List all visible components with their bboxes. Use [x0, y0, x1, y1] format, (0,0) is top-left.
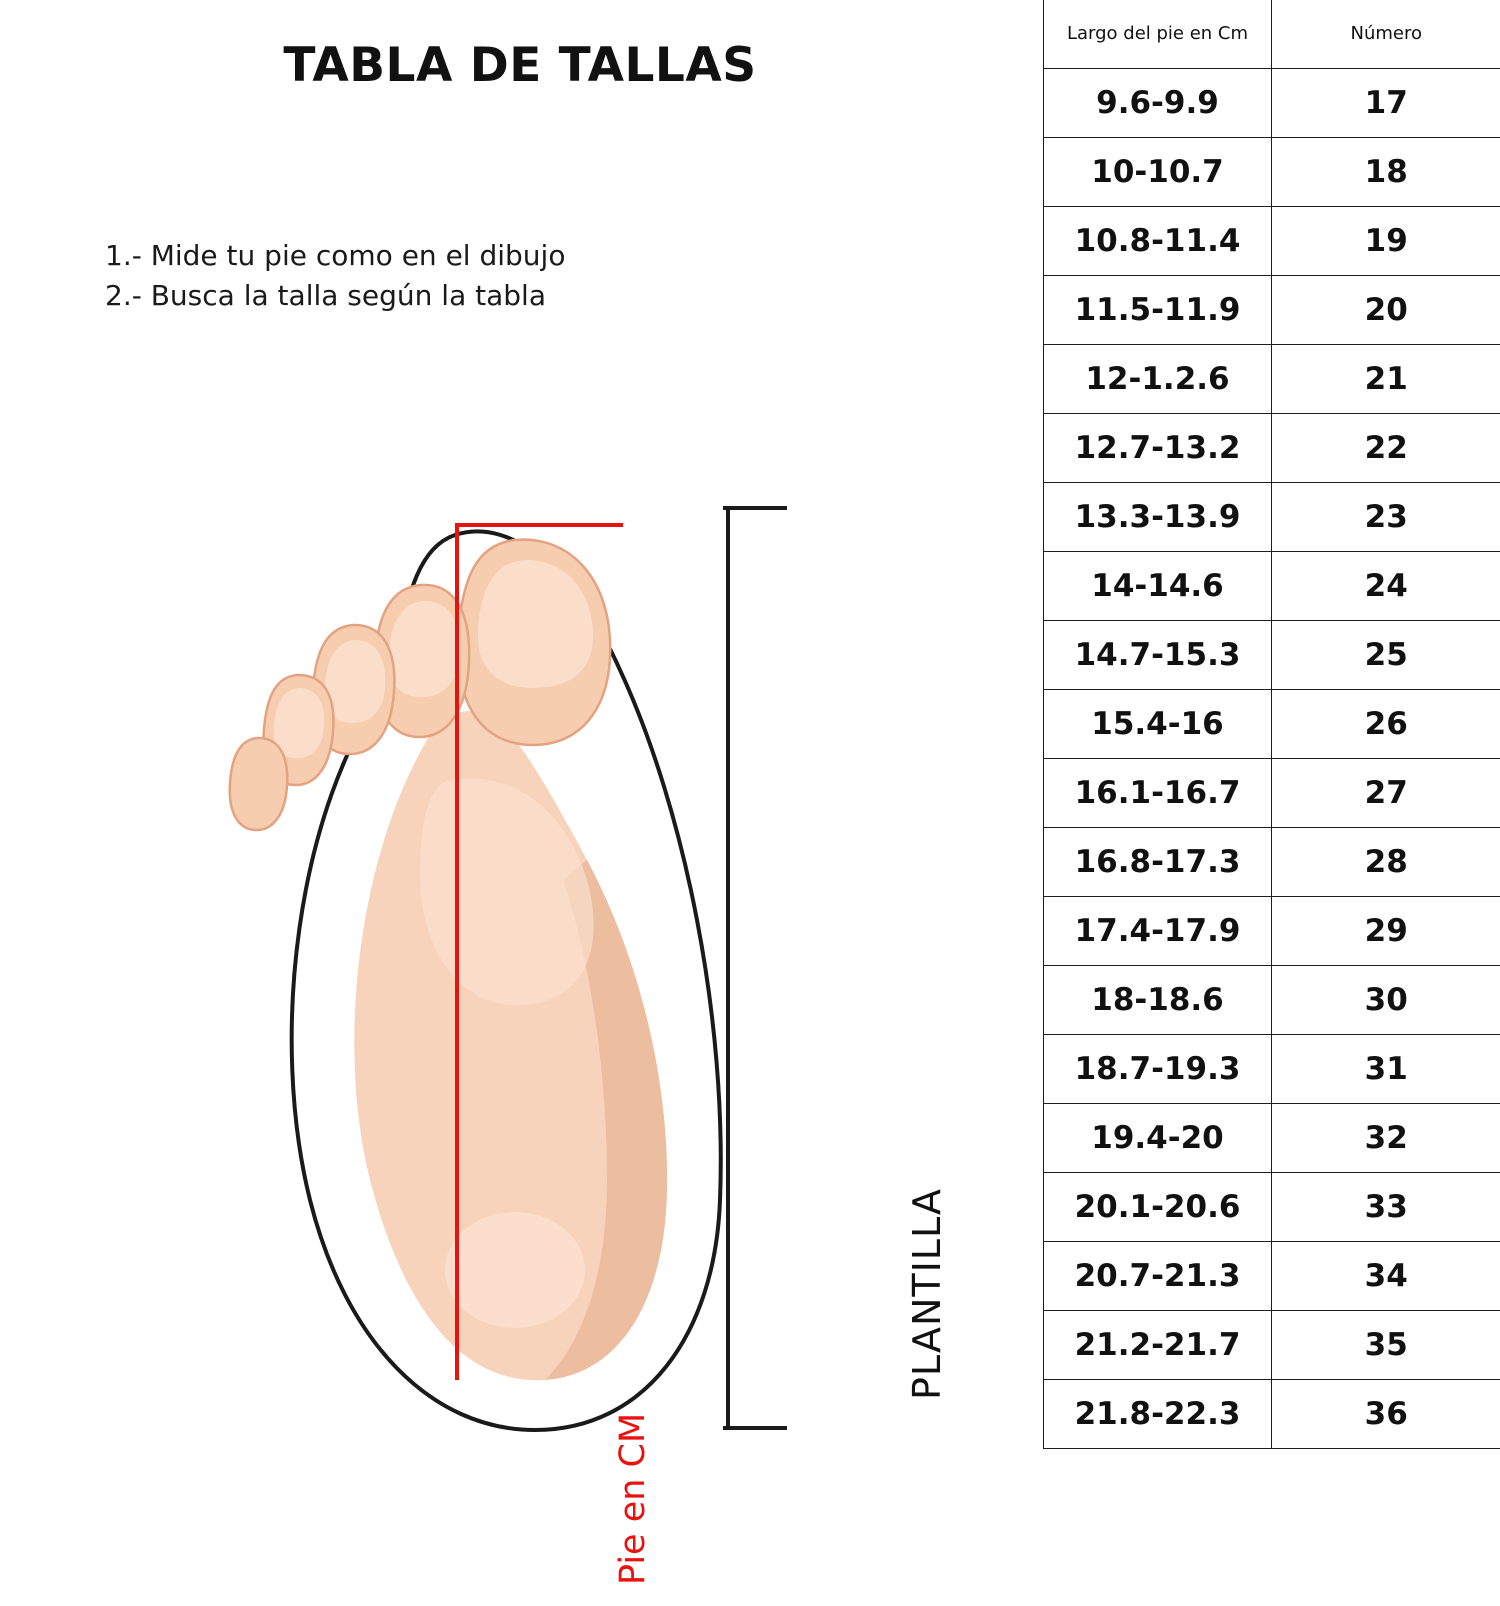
cell-size-number: 17 [1272, 69, 1500, 138]
table-row [1044, 207, 1500, 276]
table-row [1044, 138, 1500, 207]
cell-foot-length: 10-10.7 [1044, 138, 1272, 207]
table-header-row [1044, 0, 1500, 69]
table-row [1044, 759, 1500, 828]
table-row [1044, 552, 1500, 621]
cell-foot-length: 16.8-17.3 [1044, 828, 1272, 897]
cell-foot-length: 9.6-9.9 [1044, 69, 1272, 138]
table-row [1044, 1104, 1500, 1173]
cell-size-number: 26 [1272, 690, 1500, 759]
table-row [1044, 483, 1500, 552]
cell-foot-length: 18-18.6 [1044, 966, 1272, 1035]
cell-foot-length: 12.7-13.2 [1044, 414, 1272, 483]
cell-size-number: 33 [1272, 1173, 1500, 1242]
cell-size-number: 21 [1272, 345, 1500, 414]
foot-diagram [215, 480, 949, 1585]
cell-foot-length: 20.1-20.6 [1044, 1173, 1272, 1242]
cell-size-number: 31 [1272, 1035, 1500, 1104]
cell-foot-length: 11.5-11.9 [1044, 276, 1272, 345]
cell-foot-length: 10.8-11.4 [1044, 207, 1272, 276]
column-header-size: Número [1272, 0, 1500, 69]
cell-foot-length: 12-1.2.6 [1044, 345, 1272, 414]
cell-foot-length: 14.7-15.3 [1044, 621, 1272, 690]
cell-foot-length: 13.3-13.9 [1044, 483, 1272, 552]
cell-size-number: 25 [1272, 621, 1500, 690]
heel-highlight [445, 1212, 585, 1328]
table-row [1044, 897, 1500, 966]
table-row [1044, 345, 1500, 414]
cell-foot-length: 19.4-20 [1044, 1104, 1272, 1173]
cell-size-number: 18 [1272, 138, 1500, 207]
cell-foot-length: 18.7-19.3 [1044, 1035, 1272, 1104]
table-row [1044, 1173, 1500, 1242]
cell-size-number: 35 [1272, 1311, 1500, 1380]
table-row [1044, 1380, 1500, 1449]
cell-size-number: 34 [1272, 1242, 1500, 1311]
table-row [1044, 414, 1500, 483]
instruction-line-1: 1.- Mide tu pie como en el dibujo [105, 239, 566, 272]
cell-size-number: 29 [1272, 897, 1500, 966]
cell-size-number: 23 [1272, 483, 1500, 552]
table-row [1044, 621, 1500, 690]
insole-label: PLANTILLA [905, 1187, 949, 1400]
cell-foot-length: 14-14.6 [1044, 552, 1272, 621]
cell-foot-length: 21.8-22.3 [1044, 1380, 1272, 1449]
cell-size-number: 19 [1272, 207, 1500, 276]
table-row [1044, 828, 1500, 897]
cell-size-number: 22 [1272, 414, 1500, 483]
table-row [1044, 69, 1500, 138]
cell-foot-length: 17.4-17.9 [1044, 897, 1272, 966]
cell-size-number: 27 [1272, 759, 1500, 828]
measure-label: Pie en CM [613, 1412, 653, 1585]
cell-size-number: 32 [1272, 1104, 1500, 1173]
instructions-block [105, 236, 565, 316]
table-row [1044, 1242, 1500, 1311]
cell-foot-length: 15.4-16 [1044, 690, 1272, 759]
page-title: TABLA DE TALLAS [283, 38, 757, 93]
cell-size-number: 24 [1272, 552, 1500, 621]
size-table [1043, 0, 1500, 1449]
table-row [1044, 690, 1500, 759]
table-row [1044, 966, 1500, 1035]
cell-size-number: 30 [1272, 966, 1500, 1035]
table-row [1044, 276, 1500, 345]
cell-foot-length: 20.7-21.3 [1044, 1242, 1272, 1311]
table-row [1044, 1035, 1500, 1104]
cell-foot-length: 21.2-21.7 [1044, 1311, 1272, 1380]
cell-foot-length: 16.1-16.7 [1044, 759, 1272, 828]
cell-size-number: 28 [1272, 828, 1500, 897]
table-row [1044, 1311, 1500, 1380]
column-header-foot-length: Largo del pie en Cm [1044, 0, 1272, 69]
cell-size-number: 20 [1272, 276, 1500, 345]
instruction-line-2: 2.- Busca la talla según la tabla [105, 278, 546, 312]
cell-size-number: 36 [1272, 1380, 1500, 1449]
toe-little [230, 738, 288, 830]
